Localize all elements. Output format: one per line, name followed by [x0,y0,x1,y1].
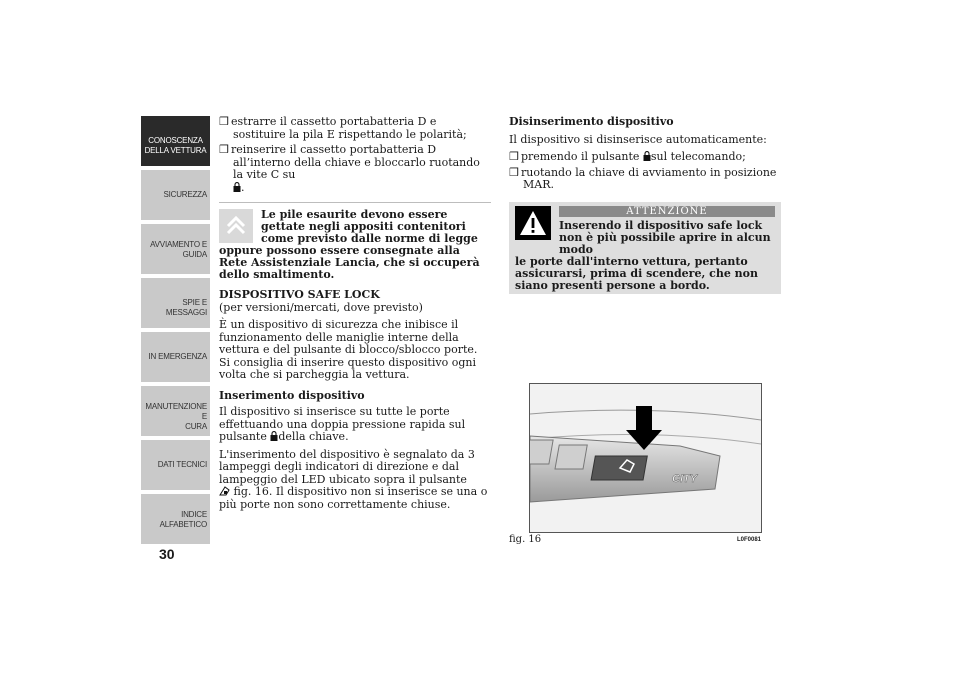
attention-text: Inserendo il dispositivo safe lock non è più possibile aprire in alcun modo le porte dall'interno vettura, pertanto assicurarsi, prima di scendere, che non siano presenti persone a bordo. [515,218,771,292]
section-subtitle: (per versioni/mercati, dove previsto) [219,300,423,314]
tab-avviamento-e-guida[interactable]: AVVIAMENTO E GUIDA [141,224,210,275]
subsection-title: Inserimento dispositivo [219,388,365,402]
tab-dati-tecnici[interactable]: DATI TECNICI [141,440,210,491]
door-panel-drawing [530,384,761,532]
tab-sicurezza[interactable]: SICUREZZA [141,170,210,221]
bullet-item: ❒ reinserire il cassetto portabatteria D all’interno della chiave e bloccarlo ruotando la vite C su . [219,143,480,194]
paragraph: Il dispositivo si disinserisce automaticamente: [509,132,767,146]
figure-16-illustration [529,383,762,533]
lock-icon [643,151,651,161]
disposal-note [219,202,491,281]
paragraph: Il dispositivo si inserisce su tutte le porte effettuando una doppia pressione rapida sul pulsante della chiave. [219,405,466,443]
section-title: DISPOSITIVO SAFE LOCK [219,288,380,301]
tab-in-emergenza[interactable]: IN EMERGENZA [141,332,210,383]
checkbox-bullet-icon: ❒ [509,165,519,179]
right-column [509,116,781,294]
attention-heading: ATTENZIONE [559,206,775,217]
figure-code: L0F0081 [737,537,762,543]
tab-manutenzione-e-cura[interactable]: MANUTENZIONE E CURA [141,386,210,437]
figure-caption: fig. 16 [509,534,542,545]
recycle-icon [219,209,253,243]
city-button-label: CITY [672,473,698,485]
tab-indice-alfabetico[interactable]: INDICE ALFABETICO [141,494,210,545]
subsection-title: Disinserimento dispositivo [509,115,674,128]
section-description: È un dispositivo di sicurezza che inibisce il funzionamento delle maniglie interne della vettura e del pulsante di blocco/sblocco porte. Si consiglia di inserire questo dispositivo ogni volta che si parcheggia la vettura. [219,318,478,381]
disposal-note-text: Le pile esaurite devono essere gettate negli appositi contenitori come previsto dalle norme di legge oppure possono essere consegnate alla Rete Assistenziale Lancia, che si occuperà dello smaltimento. [219,208,480,281]
left-column [219,116,491,516]
door-lock-icon [219,486,230,496]
bullet-item: ❒ ruotando la chiave di avviamento in posizione MAR. [509,165,777,191]
page-number: 30 [159,546,175,562]
tab-spie-e-messaggi[interactable]: SPIE E MESSAGGI [141,278,210,329]
warning-triangle-icon [515,206,551,240]
checkbox-bullet-icon: ❒ [509,150,519,163]
tab-conoscenza-della-vettura[interactable]: CONOSCENZA DELLA VETTURA [141,116,210,167]
bullet-item: ❒ premendo il pulsante sul telecomando; [509,150,746,163]
paragraph: L'inserimento del dispositivo è segnalato da 3 lampeggi degli indicatori di direzione e dal lampeggio del LED ubicato sopra il pulsante fig. 16. Il dispositivo non si inserisce se una o più porte non sono correttamente chiuse. [219,447,488,511]
bullet-item: ❒ estrarre il cassetto portabatteria D e sostituire la pila E rispettando le polarità; [219,115,467,141]
checkbox-bullet-icon: ❒ [219,143,229,156]
checkbox-bullet-icon: ❒ [219,115,229,128]
attention-box [509,202,781,294]
lock-icon [233,182,241,192]
